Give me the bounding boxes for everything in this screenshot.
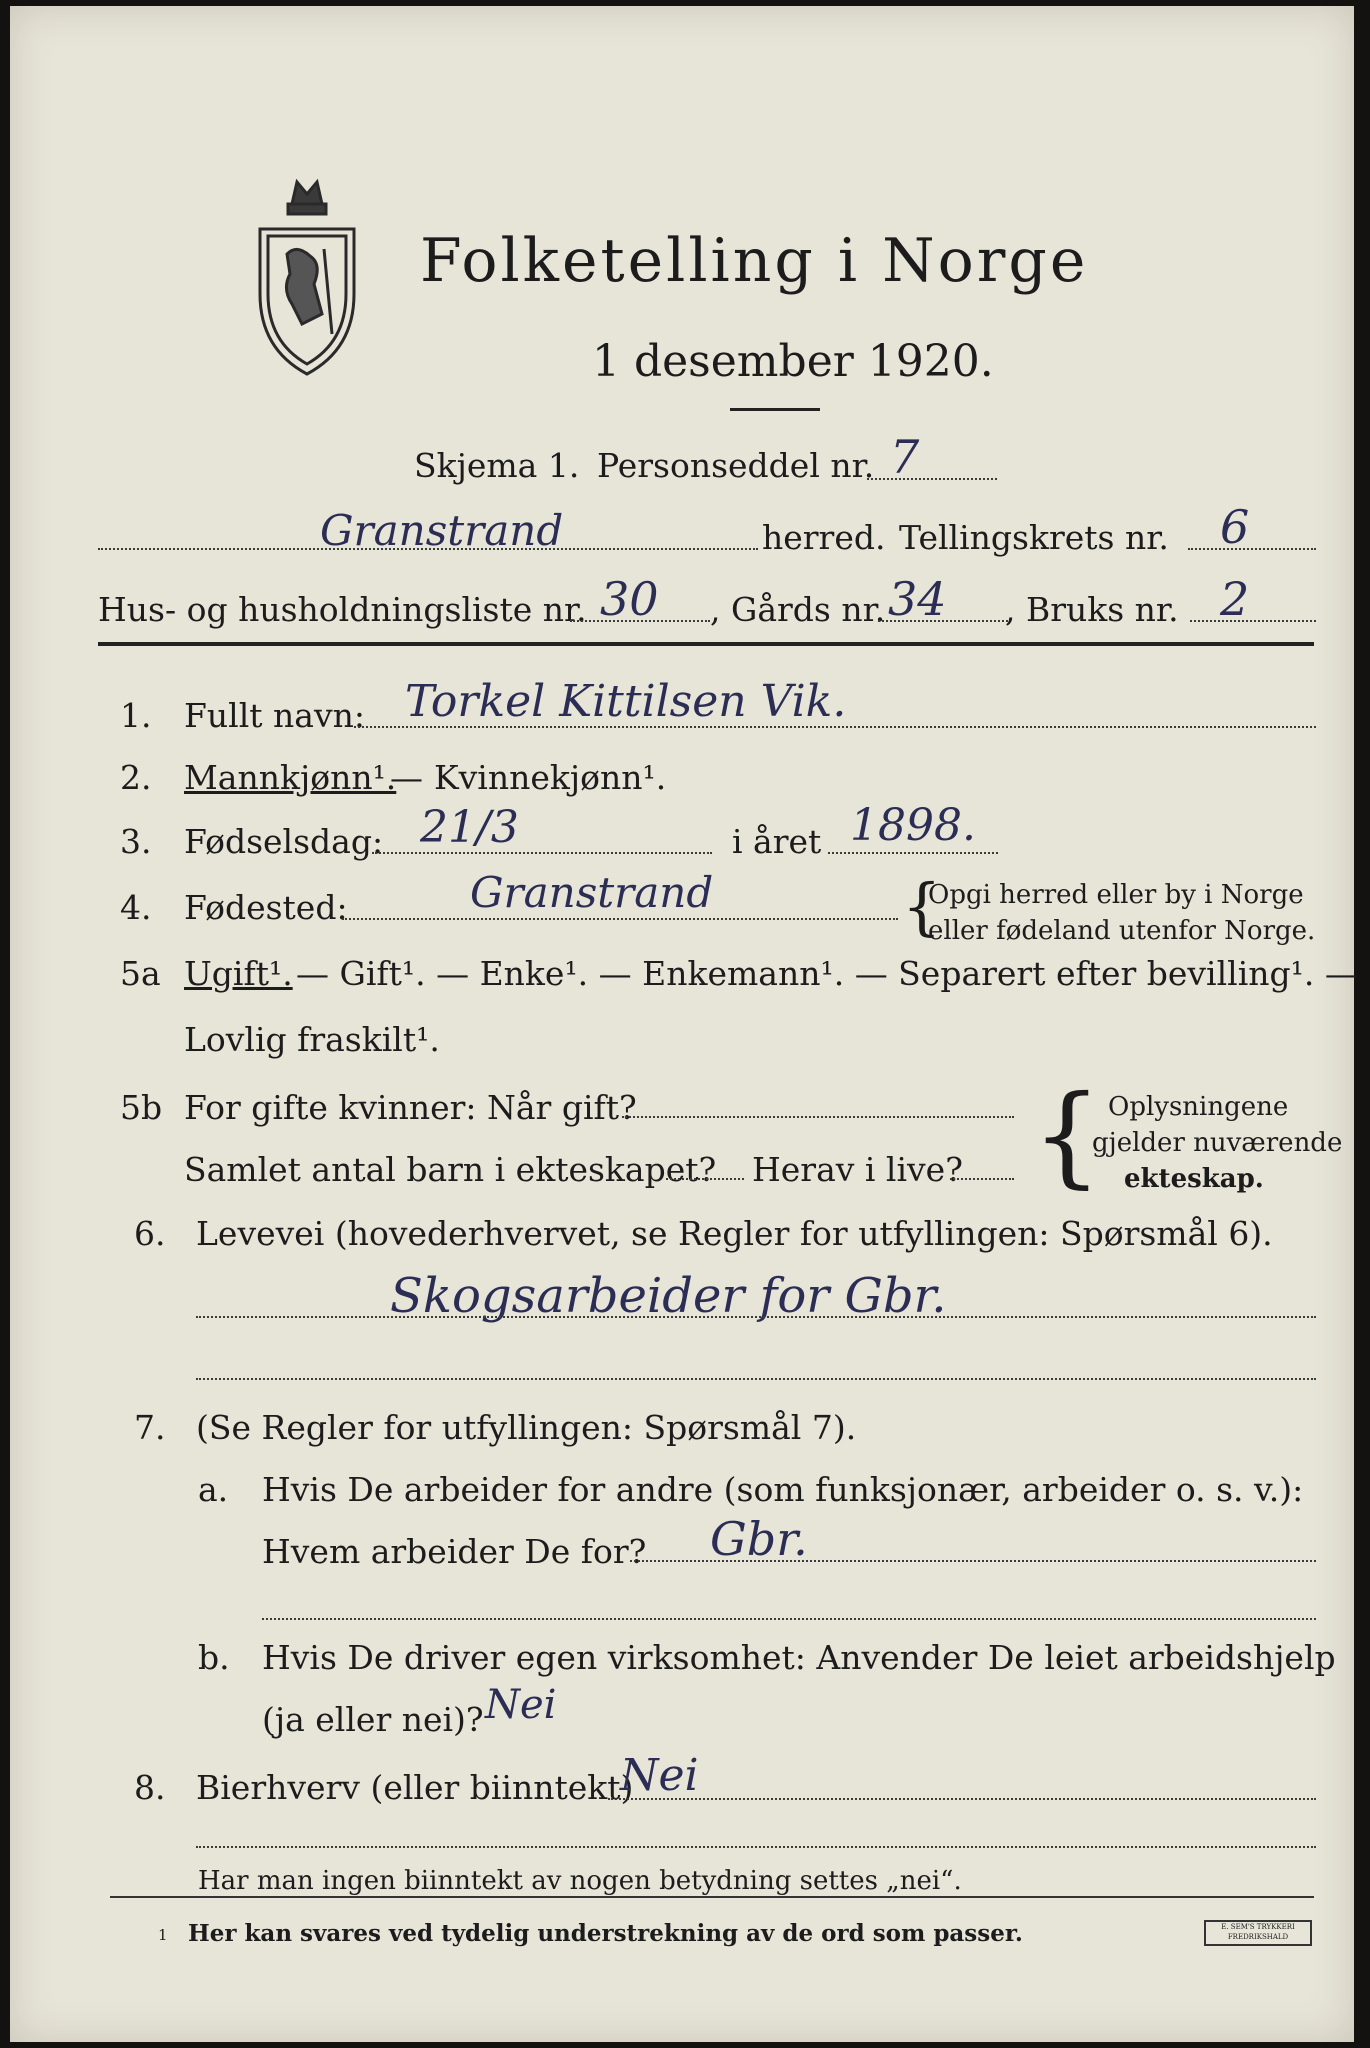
q5b-brace: { (1032, 1071, 1102, 1199)
footnote-rule (110, 1896, 1314, 1898)
footnote-text: Her kan svares ved tydelig understrekning av de ord som passer. (188, 1920, 1023, 1947)
husliste-label: Hus- og husholdningsliste nr. (98, 590, 587, 629)
q1-value: Torkel Kittilsen Vik. (405, 676, 847, 727)
q5a-number: 5a (120, 954, 161, 993)
q7a-text: Hvis De arbeider for andre (som funksjonær, arbeider o. s. v.): (262, 1470, 1304, 1509)
q4-number: 4. (120, 888, 152, 927)
q1-number: 1. (120, 696, 152, 735)
q5b-label3: Herav i live? (752, 1150, 963, 1189)
q3-value: 21/3 (420, 802, 519, 853)
tellingskrets-label: Tellingskrets nr. (899, 518, 1169, 557)
gards-value: 34 (888, 572, 947, 626)
q7b-letter: b. (198, 1638, 230, 1677)
q2-sep: — (390, 758, 423, 797)
q8-value: Nei (620, 1750, 699, 1801)
q5b-label1: For gifte kvinner: Når gift? (184, 1088, 637, 1127)
form-title: Folketelling i Norge (420, 226, 1089, 296)
bruks-value: 2 (1220, 572, 1250, 626)
q4-brace: { (902, 870, 942, 943)
q3-number: 3. (120, 822, 152, 861)
q3-year-value: 1898. (850, 800, 976, 851)
tellingskrets-value: 6 (1220, 500, 1250, 554)
herred-value: Granstrand (320, 506, 564, 555)
personseddel-value: 7 (890, 430, 920, 484)
q4-note-line1: Opgi herred eller by i Norge (928, 880, 1304, 910)
q6-value: Skogsarbeider for Gbr. (390, 1268, 947, 1324)
printer-stamp: E. SEM'S TRYKKERI FREDRIKSHALD (1204, 1920, 1312, 1946)
q7b-text: Hvis De driver egen virksomhet: Anvender De leiet arbeidshjelp (262, 1638, 1336, 1677)
census-form (10, 6, 1358, 2042)
q5a-ugift: Ugift¹. (184, 954, 293, 993)
q5b-note3: ekteskap. (1124, 1164, 1264, 1194)
q8-label: Bierhverv (eller biinntekt) (196, 1768, 634, 1807)
q7-label: (Se Regler for utfyllingen: Spørsmål 7). (196, 1408, 857, 1447)
title-rule (730, 408, 820, 411)
q7a-value: Gbr. (710, 1512, 808, 1566)
q5a-line2: Lovlig fraskilt¹. (184, 1020, 440, 1059)
q7a-letter: a. (198, 1470, 229, 1509)
skjema-label: Skjema 1. (414, 446, 580, 485)
header-rule (98, 642, 1314, 646)
q6-number: 6. (134, 1214, 166, 1253)
q1-label: Fullt navn: (184, 696, 365, 735)
q5b-number: 5b (120, 1088, 163, 1127)
herred-label: herred. (762, 518, 886, 557)
q7a-question: Hvem arbeider De for? (262, 1532, 647, 1571)
q8-number: 8. (134, 1768, 166, 1807)
q2-number: 2. (120, 758, 152, 797)
q6-label: Levevei (hovederhvervet, se Regler for utfyllingen: Spørsmål 6). (196, 1214, 1273, 1253)
q5b-note2: gjelder nuværende (1092, 1128, 1343, 1158)
q5b-label2: Samlet antal barn i ekteskapet? (184, 1150, 717, 1189)
personseddel-label: Personseddel nr. (597, 446, 875, 485)
census-date: 1 desember 1920. (592, 336, 994, 387)
husliste-value: 30 (600, 572, 659, 626)
q4-value: Granstrand (470, 868, 714, 917)
footnote-mark: 1 (158, 1926, 168, 1944)
coat-of-arms-icon (252, 174, 362, 379)
bruks-label: , Bruks nr. (1005, 590, 1179, 629)
gards-label: , Gårds nr. (710, 590, 886, 629)
q2-kvinne: Kvinnekjønn¹. (434, 758, 667, 797)
q2-mann: Mannkjønn¹. (184, 758, 397, 797)
q4-label: Fødested: (184, 888, 348, 927)
q7-number: 7. (134, 1408, 166, 1447)
biinntekt-note: Har man ingen biinntekt av nogen betydning settes „nei“. (198, 1866, 962, 1896)
q5a-options: — Gift¹. — Enke¹. — Enkemann¹. — Separert efter bevilling¹. — (296, 954, 1358, 993)
q3-label: Fødselsdag: (184, 822, 384, 861)
q7b-question: (ja eller nei)? (262, 1700, 484, 1739)
q5b-note1: Oplysningene (1108, 1092, 1289, 1122)
q4-note-line2: eller fødeland utenfor Norge. (928, 916, 1316, 946)
q7b-value: Nei (485, 1682, 557, 1728)
q3-year-label: i året (732, 822, 822, 861)
